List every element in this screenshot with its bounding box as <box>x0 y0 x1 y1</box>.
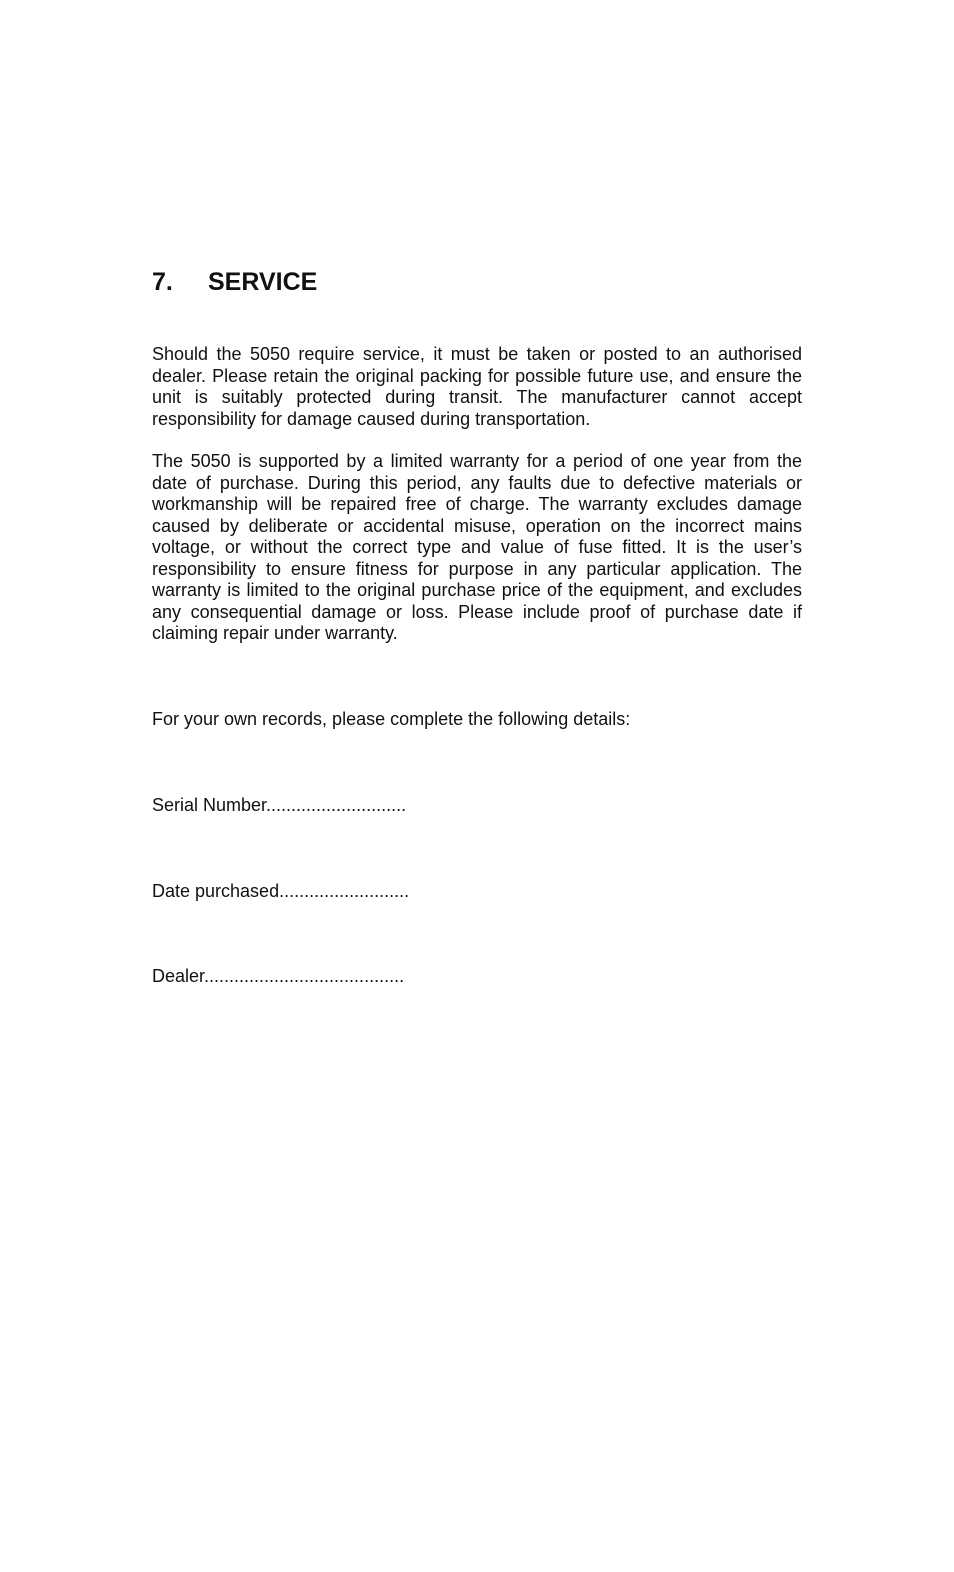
warranty-paragraph: The 5050 is supported by a limited warranty for a period of one year from the date of purchase. During this period, any faults due to defective materials or workmanship will be repaired free of charge. The warranty excludes damage caused by deliberate or accidental misuse, operation on the incorrect mains voltage, or without the correct type and value of fuse fitted. It is the user’s responsibility to ensure fitness for purpose in any particular application. The warranty is limited to the original purchase price of the equipment, and excludes any consequential damage or loss. Please include proof of purchase date if claiming repair under warranty. <box>152 451 802 643</box>
service-section <box>152 266 802 988</box>
service-paragraph: Should the 5050 require service, it must be taken or posted to an authorised dealer. Please retain the original packing for possible future use, and ensure the unit is suitably protected during transit. The manufacturer cannot accept responsibility for damage caused during transportation. <box>152 344 802 429</box>
section-number: 7. <box>152 268 173 296</box>
section-heading <box>152 266 802 298</box>
serial-number-field: Serial Number............................ <box>152 795 407 815</box>
section-title: SERVICE <box>208 268 318 296</box>
dealer-field: Dealer........................................ <box>152 966 405 986</box>
date-purchased-field: Date purchased.......................... <box>152 880 410 901</box>
records-intro: For your own records, please complete the following details: <box>152 708 631 729</box>
